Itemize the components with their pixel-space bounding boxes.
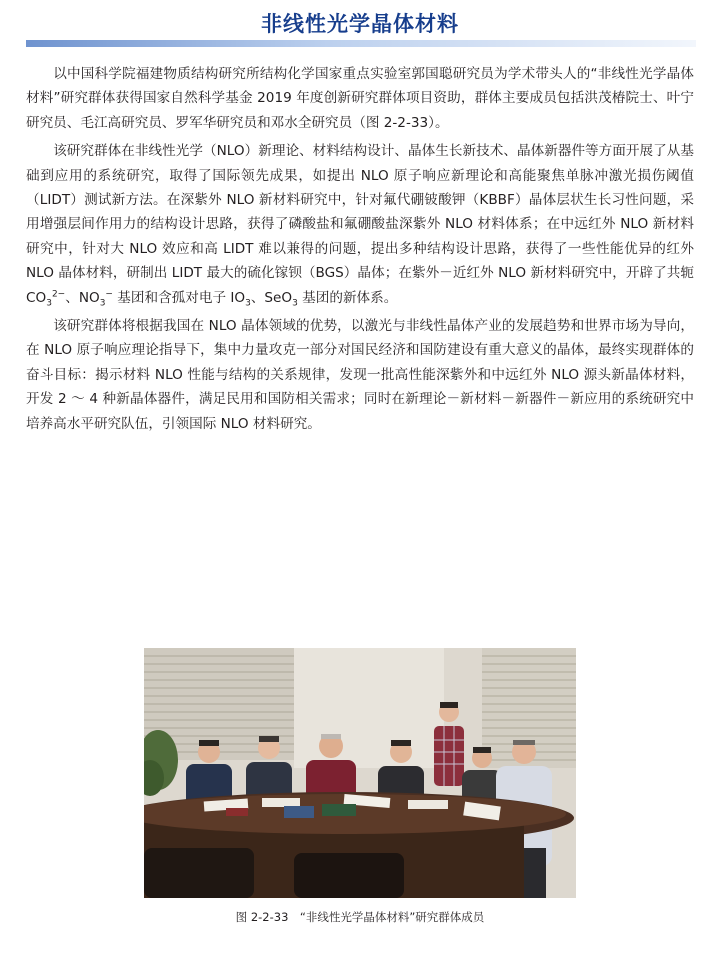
title-rule (26, 40, 696, 47)
paragraph-3: 该研究群体将根据我国在 NLO 晶体领域的优势，以激光与非线性晶体产业的发展趋势和世界市场为导向，在 NLO 原子响应理论指导下，集中力量攻克一部分对国民经济和国防建设有重大意义的晶体，最终实现群体的奋斗目标：揭示材料 NLO 性能与结构的关系规律，发现一批高性能深紫外和中远红外 NLO 源头新晶体材料，开发 2 ～ 4 种新晶体器件，满足民用和国防相关需求；同时在新理论－新材料－新器件－新应用的系统研究中培养高水平研究队伍，引领国际 NLO 材料研究。 (26, 318, 694, 432)
formula-io3: $IO_3$ (230, 289, 251, 309)
paragraph-2-main: 该研究群体在非线性光学（NLO）新理论、材料结构设计、晶体生长新技术、晶体新器件等方面开展了从基础到应用的系统研究，取得了国际领先成果，如提出 NLO 原子响应新理论和高能聚焦单脉冲激光损伤阈值（LIDT）测试新方法。在深紫外 NLO 新材料研究中，针对氟代硼铍酸钾（KBBF）晶体层状生长习性问题，采用增强层间作用力的结构设计思路，获得了磷酸盐和氟硼酸盐深紫外 NLO 材料体系；在中远红外 NLO 新材料研究中，针对大 NLO 效应和高 LIDT 难以兼得的问题，提出多种结构设计思路，获得了一些性能优异的红外 NLO 晶体材料，研制出 LIDT 最大的硫化镓钡（BGS）晶体；在紫外－近红外 NLO 新材料研究中，开辟了共轭 (26, 143, 694, 282)
paragraph-2: 该研究群体在非线性光学（NLO）新理论、材料结构设计、晶体生长新技术、晶体新器件等方面开展了从基础到应用的系统研究，取得了国际领先成果，如提出 NLO 原子响应新理论和高能聚焦单脉冲激光损伤阈值（LIDT）测试新方法。在深紫外 NLO 新材料研究中，针对氟代硼铍酸钾（KBBF）晶体层状生长习性问题，采用增强层间作用力的结构设计思路，获得了磷酸盐和氟硼酸盐深紫外 NLO 材料体系；在中远红外 NLO 新材料研究中，针对大 NLO 效应和高 LIDT 难以兼得的问题，提出多种结构设计思路，获得了一些性能优异的红外 NLO 晶体材料，研制出 LIDT 最大的硫化镓钡（BGS）晶体；在紫外－近红外 NLO 新材料研究中，开辟了共轭 $CO_3^{2-}$、$NO_3^-$ 基团和含孤对电子 $IO_3$、SeO$_3$ 基团的新体系。 (26, 143, 694, 309)
page-title: 非线性光学晶体材料 (261, 12, 459, 36)
figure-caption: 图 2-2-33 “非线性光学晶体材料”研究群体成员 (235, 910, 485, 924)
group-photo (144, 648, 576, 898)
formula-co3: $CO_3^{2-}$ (26, 289, 66, 309)
formula-no3: $NO_3^-$ (78, 289, 113, 309)
formula-seo3: SeO$_3$ (264, 289, 298, 309)
article-body (26, 62, 694, 440)
group-photo-illustration (144, 648, 576, 898)
paragraph-1: 以中国科学院福建物质结构研究所结构化学国家重点实验室郭国聪研究员为学术带头人的“非线性光学晶体材料”研究群体获得国家自然科学基金 2019 年度创新研究群体项目资助，群体主要成员包括洪茂椿院士、叶宁研究员、毛江高研究员、罗军华研究员和邓水全研究员（图 2-2-33）。 (26, 66, 694, 131)
